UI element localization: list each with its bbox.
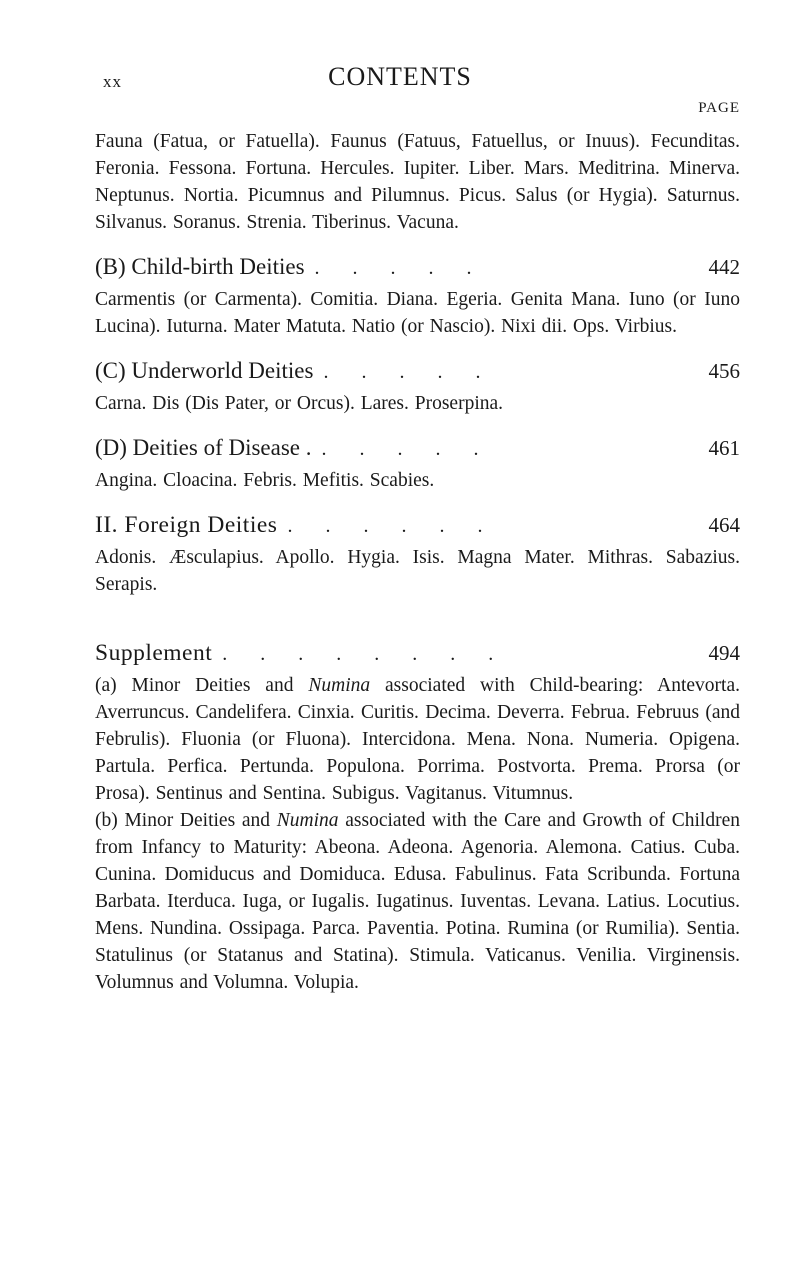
page-folio: xx [103,72,122,91]
part-a-text: associated with Child-bearing: Antevorta. Averruncus. Candelifera. Cinxia. Curitis. Decima. Deverra. Februa. Februus (and Februlis). Fluonia (or Fluona). Intercidona. Mena. Nona. Numeria. Opigena. Partula. Perfica. Pertunda. Populona. Porrima. Postvorta. Prema. Prorsa (or Prosa). Sentinus and Sentina. Subigus. Vagitanus. Vitumnus. [95,675,740,804]
part-a-italic: Numina [308,675,371,696]
dot-leader: . . . . . [323,361,495,383]
entry-title: Supplement [95,640,213,666]
entry-description: Carmentis (or Carmenta). Comitia. Diana. Egeria. Genita Mana. Iuno (or Iuno Lucina). Iuturna. Mater Matuta. Natio (or Nascio). Nixi dii. Ops. Virbius. [95,289,740,337]
entry-title: (D) Deities of Disease . [95,435,312,460]
section-deities-of-disease [95,433,740,494]
entry-description: Carna. Dis (Dis Pater, or Orcus). Lares. Proserpina. [95,393,504,414]
page-title: CONTENTS [328,62,472,91]
entry-page-number: 442 [708,255,740,279]
entry-title: (C) Underworld Deities [95,358,314,383]
part-b-italic: Numina [276,810,339,831]
section-child-birth-deities [95,252,740,340]
supplement-part-b [95,807,740,996]
section-underworld-deities [95,356,740,417]
entry-title: (B) Child-birth Deities [95,254,305,279]
toc-entry [95,252,740,283]
supplement-part-a [95,672,740,807]
running-head [0,62,800,92]
part-a-prefix: (a) Minor Deities and [95,675,309,696]
section-supplement [95,638,740,996]
page-column-label: PAGE [698,100,740,116]
dot-leader: . . . . . . . . [222,643,508,665]
toc-entry [95,433,740,464]
dot-leader: . . . . . [314,257,486,279]
toc-entry [95,510,740,541]
entry-page-number: 464 [708,513,740,537]
dot-leader: . . . . . . [287,515,497,537]
entry-page-number: 494 [708,641,740,665]
entry-page-number: 461 [708,436,740,460]
part-b-text: associated with the Care and Growth of Children from Infancy to Maturity: Abeona. Adeona. Agenoria. Alemona. Catius. Cuba. Cunina. Domiducus and Domiduca. Edusa. Fabulinus. Fata Scribunda. Fortuna Barbata. Iterduca. Iuga, or Iugalis. Iugatinus. Iuventas. Levana. Latius. Locutius. Mens. Nundina. Ossipaga. Parca. Paventia. Potina. Rumina (or Rumilia). Sentia. Statulinus (or Statanus and Statina). Stimula. Vaticanus. Venilia. Virginensis. Volumnus and Volumna. Volupia. [95,810,740,993]
intro-paragraph: Fauna (Fatua, or Fatuella). Faunus (Fatuus, Fatuellus, or Inuus). Fecunditas. Feronia. Fessona. Fortuna. Hercules. Iupiter. Liber. Mars. Meditrina. Minerva. Neptunus. Nortia. Picumnus and Pilumnus. Picus. Salus (or Hygia). Saturnus. Silvanus. Soranus. Strenia. Tiberinus. Vacuna. [95,131,740,233]
dot-leader: . . . . . [321,438,493,460]
toc-entry [95,638,740,669]
part-b-prefix: (b) Minor Deities and [95,810,277,831]
contents-body [95,128,740,996]
toc-entry [95,356,740,387]
entry-title: II. Foreign Deities [95,512,278,538]
entry-page-number: 456 [708,359,740,383]
entry-description: Angina. Cloacina. Febris. Mefitis. Scabies. [95,470,435,491]
entry-description: Adonis. Æsculapius. Apollo. Hygia. Isis. Magna Mater. Mithras. Sabazius. Serapis. [95,547,740,595]
section-foreign-deities [95,510,740,598]
